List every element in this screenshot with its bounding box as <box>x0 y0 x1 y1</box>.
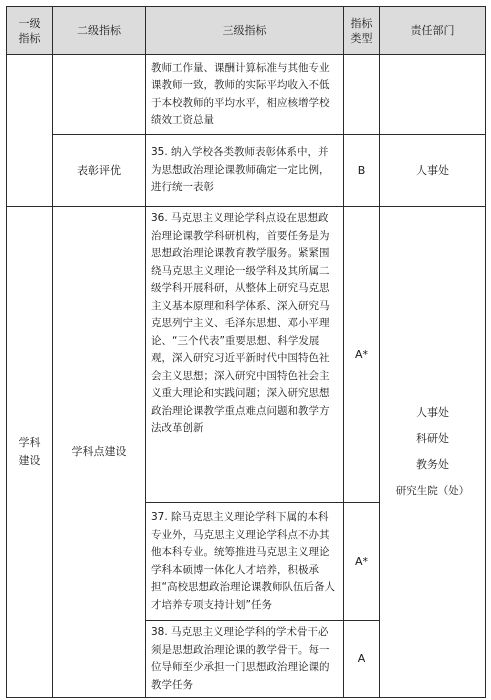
dept-cell-empty <box>380 55 486 135</box>
type-cell: A* <box>344 207 380 503</box>
level3-cell: 37. 除马克思主义理论学科下属的本科专业外，马克思主义理论学科点不办其他本科专业。统筹推进马克思主义理论学科本硕博一体化人才培养，积极承担“高校思想政治理论课教师队伍后备人才培养专项支持计划”任务 <box>146 503 344 621</box>
header-level1: 一级指标 <box>7 7 53 55</box>
type-cell-empty <box>344 55 380 135</box>
indicator-table <box>6 6 486 698</box>
header-level3: 三级指标 <box>146 7 344 55</box>
level2-cell-empty <box>53 55 146 135</box>
table-row <box>7 207 486 503</box>
dept-line: 研究生院（处） <box>395 485 470 497</box>
level3-cell: 35. 纳入学校各类教师表彰体系中，并为思想政治理论课教师确定一定比例，进行统一表彰 <box>146 135 344 207</box>
level1-line: 学科 <box>18 436 41 449</box>
level1-cell-empty <box>7 55 53 207</box>
level2-cell: 表彰评优 <box>53 135 146 207</box>
level3-cell: 36. 马克思主义理论学科点设在思想政治理论课教学科研机构，首要任务是为思想政治理论课教育教学服务。紧紧围绕马克思主义理论一级学科及其所属二级学科开展科研，从整体上研究马克思主义基本原理和科学体系、深入研究马克思列宁主义、毛泽东思想、邓小平理论、“三个代表”重要思想、科学发展观，深入研究习近平新时代中国特色社会主义思想；深入研究中国特色社会主义重大理论和实践问题；深入研究思想政治理论课教学重点难点问题和教学方法改革创新 <box>146 207 344 503</box>
dept-cell: 人事处 <box>380 135 486 207</box>
header-level2: 二级指标 <box>53 7 146 55</box>
header-type: 指标类型 <box>344 7 380 55</box>
type-cell: A* <box>344 503 380 621</box>
dept-cell <box>380 207 486 698</box>
table-row <box>7 135 486 207</box>
level3-cell: 38. 马克思主义理论学科的学术骨干必须是思想政治理论课的教学骨干。每一位导师至少承担一门思想政治理论课的教学任务 <box>146 621 344 698</box>
level2-cell: 学科点建设 <box>53 207 146 698</box>
type-cell: A <box>344 621 380 698</box>
level3-cell: 教师工作量、课酬计算标准与其他专业课教师一致，教师的实际平均收入不低于本校教师的平均水平，相应核增学校绩效工资总量 <box>146 55 344 135</box>
table-row <box>7 55 486 135</box>
type-cell: B <box>344 135 380 207</box>
header-dept: 责任部门 <box>380 7 486 55</box>
dept-line: 科研处 <box>416 432 449 445</box>
level1-line: 建设 <box>18 454 41 467</box>
table-header-row <box>7 7 486 55</box>
level1-cell <box>7 207 53 698</box>
dept-line: 人事处 <box>416 406 449 419</box>
dept-line: 教务处 <box>416 458 449 471</box>
